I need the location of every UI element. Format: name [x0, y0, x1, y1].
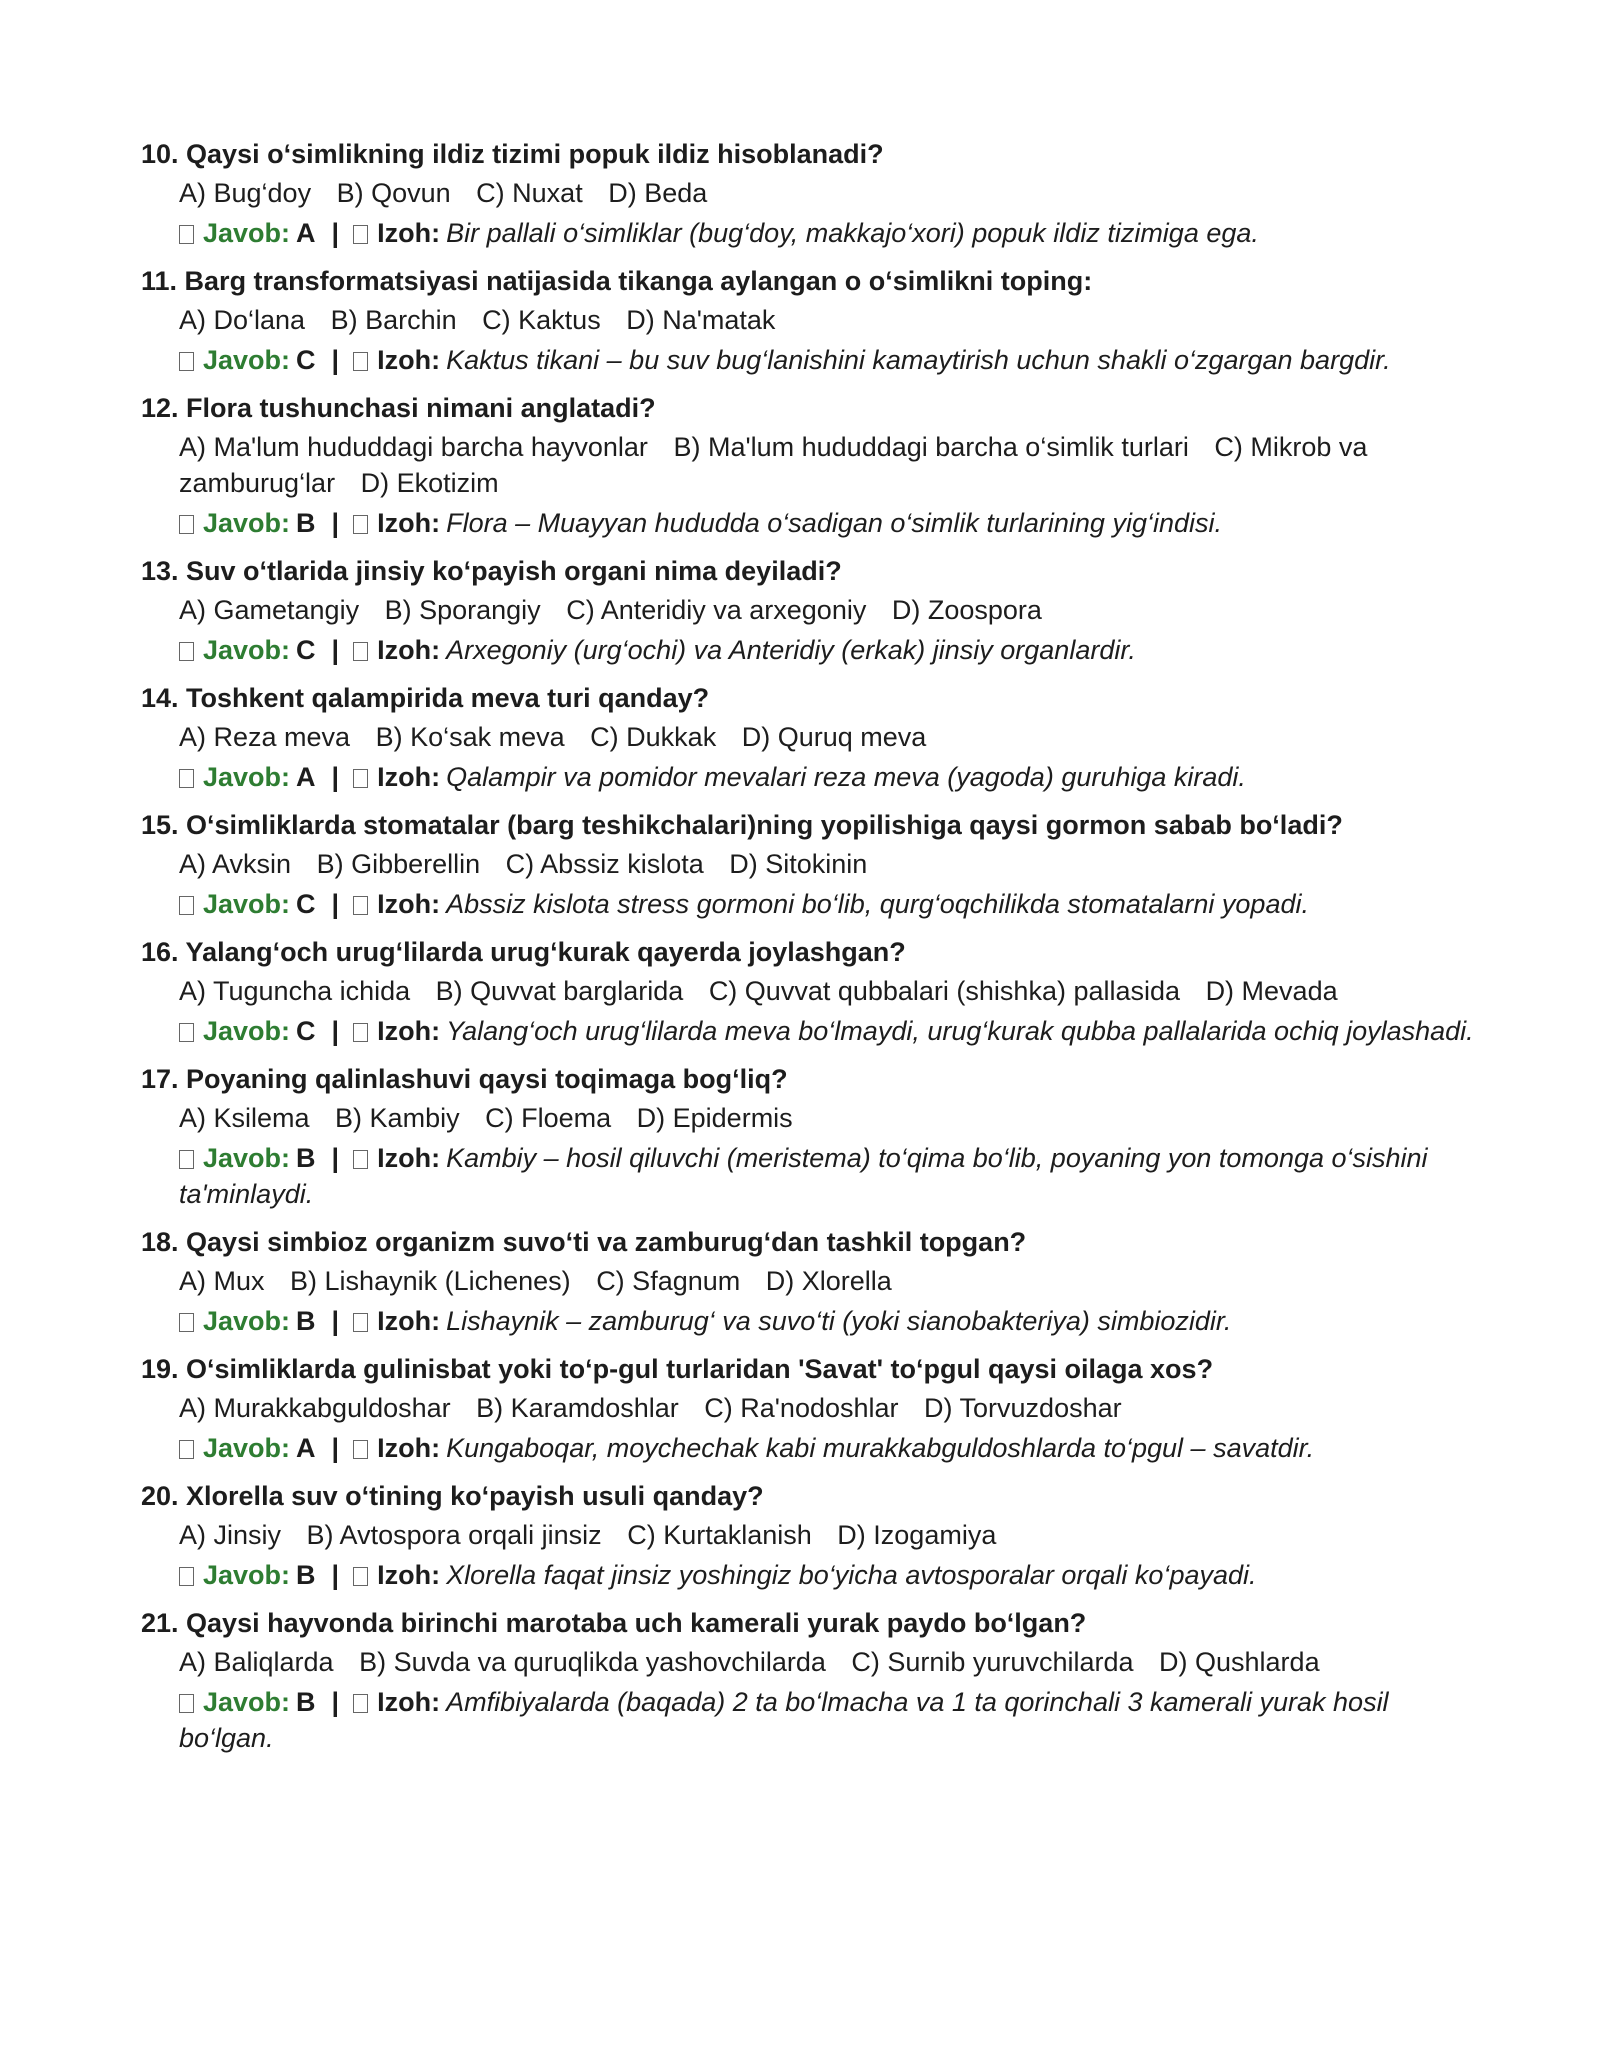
option-d: D) Quruq meva: [741, 722, 927, 752]
question-text: 18. Qaysi simbioz organizm suvo‘ti va zamburug‘dan tashkil topgan?: [141, 1227, 1027, 1257]
answer-value: B: [296, 508, 316, 538]
option-c: C) Anteridiy va arxegoniy: [566, 595, 867, 625]
option-b: B) Lishaynik (Lichenes): [290, 1266, 571, 1296]
separator: |: [331, 1016, 340, 1046]
separator: |: [331, 345, 340, 375]
question-text: 10. Qaysi o‘simlikning ildiz tizimi popuk ildiz hisoblanadi?: [141, 139, 884, 169]
separator: |: [331, 635, 340, 665]
option-c: C) Surnib yuruvchilarda: [851, 1647, 1134, 1677]
answer-value: B: [296, 1143, 316, 1173]
question-text: 12. Flora tushunchasi nimani anglatadi?: [141, 393, 656, 423]
checkbox-icon: [353, 1567, 368, 1586]
option-b: B) Kambiy: [335, 1103, 460, 1133]
answer-line: [141, 505, 1480, 541]
answer-value: C: [296, 889, 316, 919]
option-c: C) Floema: [485, 1103, 612, 1133]
answer-label: Javob:: [203, 1306, 291, 1336]
option-b: B) Quvvat barglarida: [435, 976, 684, 1006]
option-a: A) Murakkabguldoshar: [179, 1393, 451, 1423]
options-line: [141, 175, 1480, 211]
question-text: 20. Xlorella suv o‘tining ko‘payish usuli qanday?: [141, 1481, 764, 1511]
option-b: B) Suvda va quruqlikda yashovchilarda: [359, 1647, 826, 1677]
question-block-14: [141, 681, 1480, 795]
option-d: D) Torvuzdoshar: [924, 1393, 1122, 1423]
option-a: A) Tuguncha ichida: [179, 976, 411, 1006]
options-line: [141, 1263, 1480, 1299]
question-block-16: [141, 935, 1480, 1049]
option-b: B) Qovun: [336, 178, 451, 208]
explanation-label: Izoh:: [377, 508, 441, 538]
answer-value: C: [296, 635, 316, 665]
checkbox-icon: [353, 225, 368, 244]
answer-line: [141, 759, 1480, 795]
answer-line: [141, 1140, 1480, 1212]
checkbox-icon: [179, 1313, 194, 1332]
explanation-text: Abssiz kislota stress gormoni bo‘lib, qurg‘oqchilikda stomatalarni yopadi.: [446, 889, 1309, 919]
answer-line: [141, 342, 1480, 378]
explanation-label: Izoh:: [377, 635, 441, 665]
checkbox-icon: [353, 1023, 368, 1042]
question-text: 15. O‘simliklarda stomatalar (barg teshikchalari)ning yopilishiga qaysi gormon sabab bo‘ladi?: [141, 810, 1343, 840]
question-text: 16. Yalang‘och urug‘lilarda urug‘kurak qayerda joylashgan?: [141, 937, 906, 967]
answer-value: B: [296, 1306, 316, 1336]
checkbox-icon: [179, 1567, 194, 1586]
question-block-13: [141, 554, 1480, 668]
option-b: B) Gibberellin: [316, 849, 481, 879]
options-line: [141, 1517, 1480, 1553]
answer-label: Javob:: [203, 1560, 291, 1590]
explanation-label: Izoh:: [377, 1687, 441, 1717]
answer-line: [141, 215, 1480, 251]
checkbox-icon: [353, 1694, 368, 1713]
answer-line: [141, 632, 1480, 668]
answer-line: [141, 1303, 1480, 1339]
separator: |: [331, 1306, 340, 1336]
explanation-text: Lishaynik – zamburug‘ va suvo‘ti (yoki sianobakteriya) simbiozidir.: [446, 1306, 1232, 1336]
separator: |: [331, 1433, 340, 1463]
explanation-label: Izoh:: [377, 1016, 441, 1046]
explanation-text: Amfibiyalarda (baqada) 2 ta bo‘lmacha va 1 ta qorinchali 3 kamerali yurak hosil bo‘lgan.: [179, 1687, 1389, 1753]
question-block-17: [141, 1062, 1480, 1212]
separator: |: [331, 508, 340, 538]
answer-label: Javob:: [203, 1143, 291, 1173]
explanation-label: Izoh:: [377, 1143, 441, 1173]
checkbox-icon: [179, 1150, 194, 1169]
checkbox-icon: [179, 225, 194, 244]
answer-line: [141, 1013, 1480, 1049]
explanation-text: Kambiy – hosil qiluvchi (meristema) to‘qima bo‘lib, poyaning yon tomonga o‘sishini ta'minlaydi.: [179, 1143, 1428, 1209]
option-a: A) Reza meva: [179, 722, 351, 752]
checkbox-icon: [353, 1150, 368, 1169]
question-block-11: [141, 264, 1480, 378]
question-block-18: [141, 1225, 1480, 1339]
question-block-12: [141, 391, 1480, 541]
options-line: [141, 592, 1480, 628]
explanation-text: Arxegoniy (urg‘ochi) va Anteridiy (erkak) jinsiy organlardir.: [446, 635, 1136, 665]
option-a: A) Mux: [179, 1266, 265, 1296]
answer-value: B: [296, 1687, 316, 1717]
option-b: B) Karamdoshlar: [476, 1393, 679, 1423]
explanation-label: Izoh:: [377, 1306, 441, 1336]
options-line: [141, 973, 1480, 1009]
explanation-label: Izoh:: [377, 889, 441, 919]
option-c: C) Sfagnum: [596, 1266, 741, 1296]
options-line: [141, 302, 1480, 338]
answer-value: A: [296, 218, 316, 248]
option-c: C) Kaktus: [482, 305, 601, 335]
question-text: 19. O‘simliklarda gulinisbat yoki to‘p-gul turlaridan 'Savat' to‘pgul qaysi oilaga xos?: [141, 1354, 1214, 1384]
option-d: D) Epidermis: [636, 1103, 793, 1133]
option-b: B) Sporangiy: [384, 595, 541, 625]
explanation-label: Izoh:: [377, 218, 441, 248]
separator: |: [331, 889, 340, 919]
option-c: C) Kurtaklanish: [627, 1520, 812, 1550]
separator: |: [331, 218, 340, 248]
checkbox-icon: [179, 352, 194, 371]
explanation-label: Izoh:: [377, 1433, 441, 1463]
checkbox-icon: [179, 642, 194, 661]
option-d: D) Na'matak: [626, 305, 776, 335]
explanation-label: Izoh:: [377, 762, 441, 792]
explanation-text: Xlorella faqat jinsiz yoshingiz bo‘yicha avtosporalar orqali ko‘payadi.: [446, 1560, 1257, 1590]
explanation-text: Yalang‘och urug‘lilarda meva bo‘lmaydi, urug‘kurak qubba pallalarida ochiq joylashadi.: [446, 1016, 1474, 1046]
separator: |: [331, 1143, 340, 1173]
checkbox-icon: [179, 769, 194, 788]
answer-line: [141, 1557, 1480, 1593]
options-line: [141, 846, 1480, 882]
option-c: C) Nuxat: [476, 178, 583, 208]
explanation-label: Izoh:: [377, 1560, 441, 1590]
checkbox-icon: [353, 352, 368, 371]
answer-line: [141, 886, 1480, 922]
explanation-label: Izoh:: [377, 345, 441, 375]
question-text: 21. Qaysi hayvonda birinchi marotaba uch kamerali yurak paydo bo‘lgan?: [141, 1608, 1087, 1638]
separator: |: [331, 1687, 340, 1717]
answer-label: Javob:: [203, 1016, 291, 1046]
option-a: A) Bug‘doy: [179, 178, 312, 208]
answer-label: Javob:: [203, 508, 291, 538]
option-b: B) Barchin: [330, 305, 457, 335]
option-c: C) Mikrob va zamburug‘lar: [179, 432, 1368, 498]
checkbox-icon: [353, 642, 368, 661]
option-d: D) Mevada: [1205, 976, 1338, 1006]
answer-label: Javob:: [203, 218, 291, 248]
option-d: D) Xlorella: [765, 1266, 892, 1296]
checkbox-icon: [179, 515, 194, 534]
question-block-10: [141, 137, 1480, 251]
answer-line: [141, 1684, 1480, 1756]
option-a: A) Gametangiy: [179, 595, 360, 625]
answer-label: Javob:: [203, 762, 291, 792]
checkbox-icon: [179, 1440, 194, 1459]
question-block-20: [141, 1479, 1480, 1593]
checkbox-icon: [179, 1023, 194, 1042]
checkbox-icon: [353, 1440, 368, 1459]
question-block-19: [141, 1352, 1480, 1466]
explanation-text: Bir pallali o‘simliklar (bug‘doy, makkajo‘xori) popuk ildiz tizimiga ega.: [446, 218, 1259, 248]
answer-label: Javob:: [203, 1687, 291, 1717]
answer-value: A: [296, 1433, 316, 1463]
option-a: A) Avksin: [179, 849, 292, 879]
option-d: D) Ekotizim: [360, 468, 499, 498]
explanation-text: Flora – Muayyan hududda o‘sadigan o‘simlik turlarining yig‘indisi.: [446, 508, 1222, 538]
options-line: [141, 719, 1480, 755]
explanation-text: Kaktus tikani – bu suv bug‘lanishini kamaytirish uchun shakli o‘zgargan bargdir.: [446, 345, 1391, 375]
question-text: 11. Barg transformatsiyasi natijasida tikanga aylangan o o‘simlikni toping:: [141, 266, 1093, 296]
option-b: B) Avtospora orqali jinsiz: [306, 1520, 602, 1550]
option-a: A) Jinsiy: [179, 1520, 282, 1550]
answer-value: B: [296, 1560, 316, 1590]
checkbox-icon: [353, 515, 368, 534]
option-c: C) Abssiz kislota: [505, 849, 704, 879]
answer-label: Javob:: [203, 1433, 291, 1463]
checkbox-icon: [353, 896, 368, 915]
answer-label: Javob:: [203, 635, 291, 665]
option-d: D) Zoospora: [891, 595, 1042, 625]
explanation-text: Kungaboqar, moychechak kabi murakkabguldoshlarda to‘pgul – savatdir.: [446, 1433, 1315, 1463]
option-d: D) Sitokinin: [729, 849, 868, 879]
question-text: 13. Suv o‘tlarida jinsiy ko‘payish organi nima deyiladi?: [141, 556, 842, 586]
option-a: A) Baliqlarda: [179, 1647, 334, 1677]
question-text: 17. Poyaning qalinlashuvi qaysi toqimaga bog‘liq?: [141, 1064, 788, 1094]
option-d: D) Qushlarda: [1159, 1647, 1320, 1677]
answer-label: Javob:: [203, 889, 291, 919]
option-b: B) Ko‘sak meva: [375, 722, 565, 752]
options-line: [141, 1644, 1480, 1680]
options-line: [141, 1390, 1480, 1426]
options-line: [141, 1100, 1480, 1136]
option-d: D) Izogamiya: [837, 1520, 997, 1550]
checkbox-icon: [179, 896, 194, 915]
options-line: [141, 429, 1480, 501]
separator: |: [331, 1560, 340, 1590]
checkbox-icon: [353, 769, 368, 788]
option-c: C) Dukkak: [590, 722, 717, 752]
explanation-text: Qalampir va pomidor mevalari reza meva (yagoda) guruhiga kiradi.: [446, 762, 1246, 792]
answer-value: C: [296, 1016, 316, 1046]
option-c: C) Ra'nodoshlar: [704, 1393, 899, 1423]
separator: |: [331, 762, 340, 792]
checkbox-icon: [353, 1313, 368, 1332]
option-d: D) Beda: [608, 178, 708, 208]
answer-value: C: [296, 345, 316, 375]
option-a: A) Ma'lum hududdagi barcha hayvonlar: [179, 432, 648, 462]
answer-line: [141, 1430, 1480, 1466]
option-c: C) Quvvat qubbalari (shishka) pallasida: [708, 976, 1181, 1006]
question-block-21: [141, 1606, 1480, 1756]
option-a: A) Do‘lana: [179, 305, 306, 335]
option-b: B) Ma'lum hududdagi barcha o‘simlik turlari: [673, 432, 1189, 462]
answer-label: Javob:: [203, 345, 291, 375]
option-a: A) Ksilema: [179, 1103, 310, 1133]
question-block-15: [141, 808, 1480, 922]
checkbox-icon: [179, 1694, 194, 1713]
question-text: 14. Toshkent qalampirida meva turi qanday?: [141, 683, 710, 713]
answer-value: A: [296, 762, 316, 792]
